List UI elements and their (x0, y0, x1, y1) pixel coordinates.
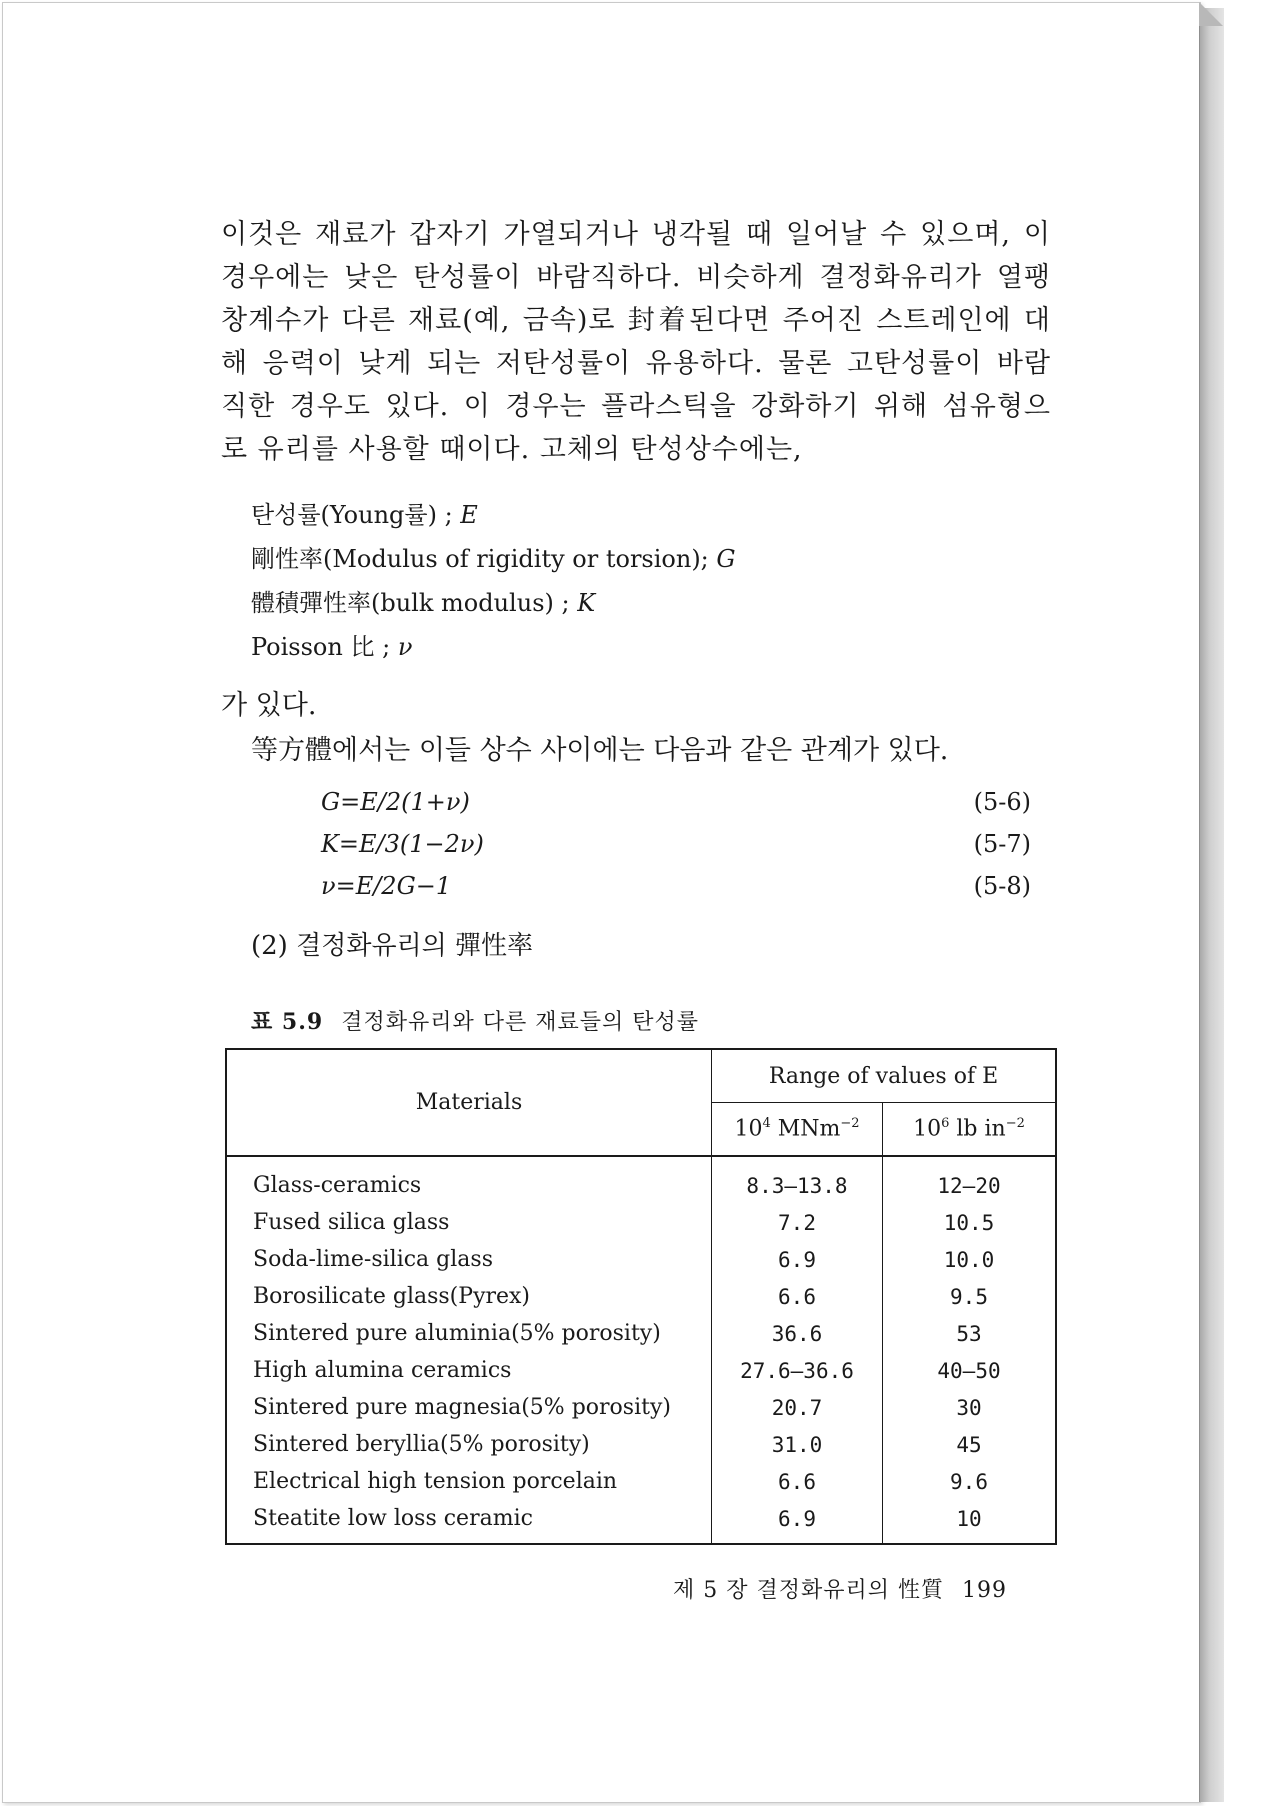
value-lb-cell: 10.5 (883, 1204, 1057, 1241)
material-cell: Fused silica glass (226, 1204, 712, 1241)
material-cell: Steatite low loss ceramic (226, 1500, 712, 1544)
chapter-title: 제 5 장 결정화유리의 性質 (673, 1578, 944, 1603)
header-unit-lb (883, 1103, 1057, 1157)
unit-base: 10 (734, 1116, 763, 1142)
page-footer (673, 1573, 1007, 1604)
value-mnm-cell: 27.6—36.6 (712, 1352, 883, 1389)
header-materials: Materials (226, 1049, 712, 1156)
value-lb-cell: 10.0 (883, 1241, 1057, 1278)
table-row (226, 1241, 1056, 1278)
elastic-constants-list (251, 493, 736, 669)
table-row (226, 1315, 1056, 1352)
unit-exponent: 6 (941, 1116, 950, 1132)
equations-block (321, 788, 1031, 914)
constant-label: 剛性率(Modulus of rigidity or torsion); (251, 545, 717, 573)
material-cell: Electrical high tension porcelain (226, 1463, 712, 1500)
paragraph-line: 창계수가 다른 재료(예, 금속)로 封着된다면 주어진 스트레인에 대 (221, 305, 1051, 336)
value-mnm-cell: 6.6 (712, 1463, 883, 1500)
equation-row (321, 788, 1031, 830)
equation-formula: K=E/3(1−2ν) (321, 830, 484, 858)
paragraph-line: 경우에는 낮은 탄성률이 바람직하다. 비슷하게 결정화유리가 열팽 (221, 262, 1051, 293)
material-cell: Soda-lime-silica glass (226, 1241, 712, 1278)
header-unit-mnm (712, 1103, 883, 1157)
equation-number: (5-7) (973, 830, 1031, 858)
constant-symbol: E (460, 501, 478, 529)
material-cell: High alumina ceramics (226, 1352, 712, 1389)
elastic-modulus-table (225, 1048, 1057, 1545)
equation-formula: ν=E/2G−1 (321, 872, 452, 900)
material-cell: Glass-ceramics (226, 1156, 712, 1204)
table-row (226, 1463, 1056, 1500)
material-cell: Sintered beryllia(5% porosity) (226, 1426, 712, 1463)
table-row (226, 1156, 1056, 1204)
unit-name: lb in (949, 1116, 1006, 1142)
paragraph-line: 로 유리를 사용할 때이다. 고체의 탄성상수에는, (221, 434, 803, 465)
material-cell: Sintered pure aluminia(5% porosity) (226, 1315, 712, 1352)
table-row (226, 1204, 1056, 1241)
value-lb-cell: 9.6 (883, 1463, 1057, 1500)
value-lb-cell: 9.5 (883, 1278, 1057, 1315)
unit-exponent: −2 (840, 1116, 860, 1132)
equation-formula: G=E/2(1+ν) (321, 788, 470, 816)
exists-text: 가 있다. (221, 690, 317, 721)
value-mnm-cell: 6.9 (712, 1500, 883, 1544)
value-mnm-cell: 7.2 (712, 1204, 883, 1241)
page-edge-strip (1199, 8, 1224, 1802)
value-mnm-cell: 8.3—13.8 (712, 1156, 883, 1204)
value-mnm-cell: 20.7 (712, 1389, 883, 1426)
value-mnm-cell: 6.9 (712, 1241, 883, 1278)
section-heading: (2) 결정화유리의 彈性率 (251, 931, 534, 961)
value-lb-cell: 45 (883, 1426, 1057, 1463)
paragraph-line: 직한 경우도 있다. 이 경우는 플라스틱을 강화하기 위해 섬유형으 (221, 391, 1051, 422)
table-row (226, 1426, 1056, 1463)
unit-exponent: 4 (762, 1116, 771, 1132)
constant-symbol: G (716, 545, 736, 573)
value-mnm-cell: 31.0 (712, 1426, 883, 1463)
elastic-modulus-table-container (225, 1048, 1057, 1545)
constant-label: 體積彈性率(bulk modulus) ; (251, 589, 578, 617)
material-cell: Borosilicate glass(Pyrex) (226, 1278, 712, 1315)
constant-rigidity-modulus (251, 537, 736, 581)
value-lb-cell: 53 (883, 1315, 1057, 1352)
constant-label: 탄성률(Young률) ; (251, 501, 461, 529)
constant-youngs-modulus (251, 493, 736, 537)
value-lb-cell: 10 (883, 1500, 1057, 1544)
constant-symbol: ν (397, 633, 413, 661)
page-number: 199 (962, 1578, 1007, 1603)
table-row (226, 1389, 1056, 1426)
unit-exponent: −2 (1005, 1116, 1025, 1132)
unit-base: 10 (913, 1116, 942, 1142)
isotropic-text: 等方體에서는 이들 상수 사이에는 다음과 같은 관계가 있다. (251, 735, 949, 766)
table-row (226, 1500, 1056, 1544)
equation-row (321, 872, 1031, 914)
equation-row (321, 830, 1031, 872)
equation-number: (5-8) (973, 872, 1031, 900)
table-row (226, 1352, 1056, 1389)
header-range: Range of values of E (712, 1049, 1057, 1103)
paragraph-line: 해 응력이 낮게 되는 저탄성률이 유용하다. 물론 고탄성률이 바람 (221, 348, 1051, 379)
value-lb-cell: 30 (883, 1389, 1057, 1426)
table-caption-text: 결정화유리와 다른 재료들의 탄성률 (341, 1010, 699, 1035)
constant-label: Poisson 比 ; (251, 633, 398, 661)
equation-number: (5-6) (973, 788, 1031, 816)
constant-symbol: K (577, 589, 596, 617)
material-cell: Sintered pure magnesia(5% porosity) (226, 1389, 712, 1426)
constant-bulk-modulus (251, 581, 736, 625)
value-mnm-cell: 36.6 (712, 1315, 883, 1352)
table-row (226, 1278, 1056, 1315)
table-caption (251, 1005, 699, 1036)
value-mnm-cell: 6.6 (712, 1278, 883, 1315)
value-lb-cell: 12—20 (883, 1156, 1057, 1204)
value-lb-cell: 40—50 (883, 1352, 1057, 1389)
body-paragraph (221, 213, 1051, 471)
paragraph-line: 이것은 재료가 갑자기 가열되거나 냉각될 때 일어날 수 있으며, 이 (221, 219, 1051, 250)
table-caption-number: 표 5.9 (251, 1009, 324, 1035)
document-page (2, 2, 1201, 1803)
constant-poisson-ratio (251, 625, 736, 669)
page-edge-corner (1199, 2, 1223, 26)
unit-name: MNm (770, 1116, 841, 1142)
